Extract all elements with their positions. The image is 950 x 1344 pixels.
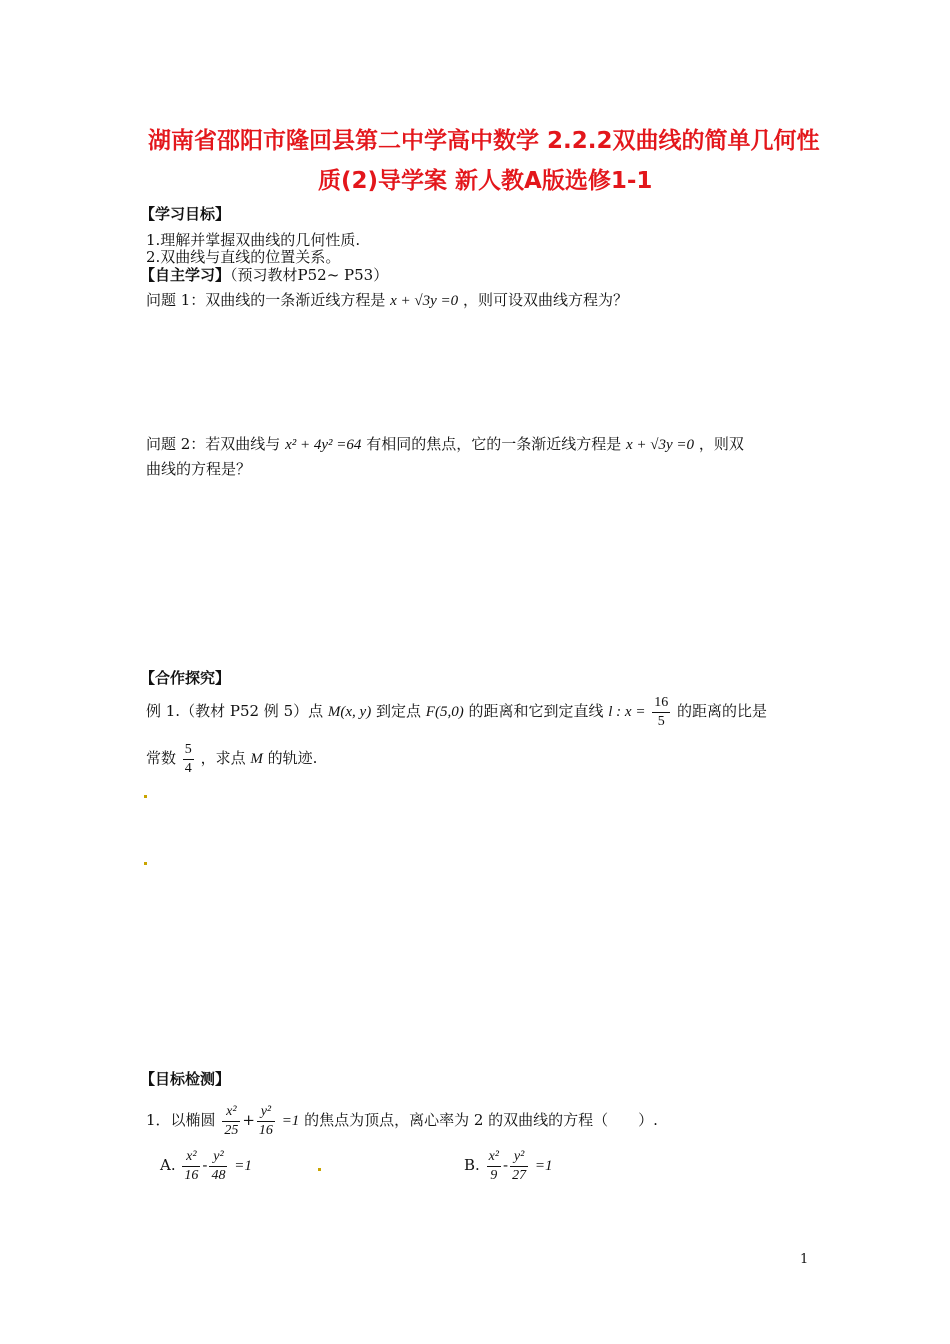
example-1-line2 (146, 737, 317, 780)
q2-line2: 曲线的方程是？ (146, 460, 252, 478)
option-b-d2: 27 (512, 1167, 527, 1183)
q2-equation-1: x² + 4y² =64 (285, 437, 362, 453)
option-b-rhs: =1 (534, 1158, 553, 1174)
q1-prefix: 问题 1：双曲线的一条渐近线方程是 (146, 291, 386, 309)
q2-mid: 有相同的焦点，它的一条渐近线方程是 (366, 435, 622, 453)
scan-dot (144, 862, 147, 865)
check-frac-2-den: 16 (258, 1122, 273, 1138)
option-a-frac-1 (182, 1148, 200, 1185)
check-plus: + (242, 1111, 255, 1129)
option-a-label: A. (160, 1156, 176, 1174)
option-a-d1: 16 (184, 1167, 199, 1183)
doc-title-line1: 湖南省邵阳市隆回县第二中学高中数学 2.2.2双曲线的简单几何性 (148, 128, 820, 154)
question-2 (146, 433, 744, 454)
ex-fraction-num: 16 (652, 694, 670, 713)
ex-point: M(x, y) (327, 704, 372, 720)
ex-focus: F(5,0) (425, 704, 464, 720)
option-a-op: - (202, 1156, 208, 1174)
option-b-d1: 9 (490, 1167, 498, 1183)
check-frac-1-den: 25 (224, 1122, 239, 1138)
option-a-d2: 48 (211, 1167, 226, 1183)
option-b-n1: x² (487, 1148, 501, 1167)
self-study-heading-row (140, 264, 388, 285)
goal-item-2: 2.双曲线与直线的位置关系。 (146, 248, 341, 266)
check-frac-2 (257, 1103, 275, 1140)
option-b-frac-1 (487, 1148, 501, 1185)
check-question-1 (146, 1099, 658, 1142)
option-a-frac-2 (209, 1148, 227, 1185)
check-frac-1 (222, 1103, 240, 1140)
ex-end: 的轨迹. (267, 749, 318, 767)
q2-prefix: 问题 2：若双曲线与 (146, 435, 281, 453)
doc-title-line2: 质(2)导学案 新人教A版选修1-1 (318, 168, 653, 194)
option-a[interactable] (160, 1144, 252, 1187)
option-b[interactable] (464, 1144, 552, 1187)
example-1-line1 (146, 690, 767, 733)
ex-constant-den: 4 (184, 760, 192, 776)
self-study-heading: 【自主学习】 (140, 266, 231, 284)
scan-dot (318, 1168, 321, 1171)
option-b-frac-2 (510, 1148, 528, 1185)
option-a-n1: x² (182, 1148, 200, 1167)
goal-item-1: 1.理解并掌握双曲线的几何性质. (146, 231, 361, 249)
check-q-prefix: 1．以椭圆 (146, 1111, 216, 1129)
check-eq: =1 (281, 1113, 300, 1129)
explore-heading: 【合作探究】 (140, 669, 231, 687)
option-b-label: B. (464, 1156, 480, 1174)
ex-constant-num: 5 (183, 741, 194, 760)
ex-point-M: M (250, 751, 263, 767)
ex-suffix: 的距离的比是 (677, 702, 768, 720)
q2-equation-2: x + √3y =0 (625, 437, 695, 453)
scan-dot (144, 795, 147, 798)
q1-suffix: ，则可设双曲线方程为？ (462, 291, 628, 309)
ex-mid1: 到定点 (375, 702, 421, 720)
ex-fraction (652, 694, 670, 731)
page-number: 1 (800, 1252, 809, 1267)
ex-line: l : x = (608, 704, 646, 720)
check-frac-2-num: y² (257, 1103, 275, 1122)
option-b-n2: y² (510, 1148, 528, 1167)
q1-equation: x + √3y =0 (390, 293, 459, 309)
ex-mid2: 的距离和它到定直线 (468, 702, 604, 720)
option-b-op: - (503, 1156, 509, 1174)
self-study-note: （预习教材P52~ P53） (230, 266, 389, 284)
q2-suffix: ，则双 (698, 435, 744, 453)
ex-line2-suffix: ，求点 (200, 749, 246, 767)
ex-fraction-den: 5 (657, 713, 665, 729)
question-1 (146, 289, 628, 310)
check-frac-1-num: x² (222, 1103, 240, 1122)
option-a-n2: y² (209, 1148, 227, 1167)
option-a-rhs: =1 (234, 1158, 252, 1174)
ex-constant (183, 741, 194, 778)
check-heading: 【目标检测】 (140, 1070, 231, 1088)
check-q-suffix: 的焦点为顶点，离心率为 2 的双曲线的方程（ ）. (304, 1111, 658, 1129)
goals-heading: 【学习目标】 (140, 205, 231, 223)
ex-line2-prefix: 常数 (146, 749, 177, 767)
ex-prefix: 例 1.（教材 P52 例 5）点 (146, 702, 324, 720)
